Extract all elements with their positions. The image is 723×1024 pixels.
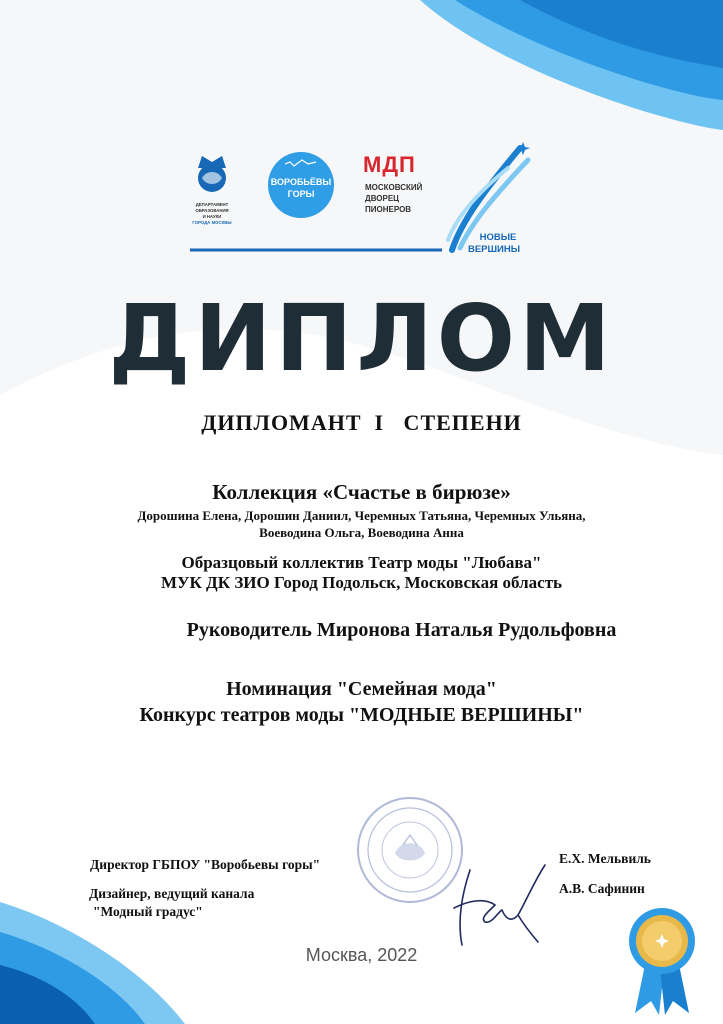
mdp-line-2: ДВОРЕЦ (365, 194, 400, 203)
education-department-logo (192, 156, 231, 225)
city-year: Москва, 2022 (305, 945, 418, 965)
novye-vershiny-logo (448, 142, 530, 255)
designer-role: Дизайнер, ведущий канала (89, 886, 255, 901)
vorobyovy-line-1: ВОРОБЬЁВЫ (270, 177, 332, 187)
novye-line-2: ВЕРШИНЫ (467, 244, 521, 255)
collection-title: Коллекция «Счастье в бирюзе» (212, 480, 511, 504)
partner-logos (190, 140, 540, 265)
director-name: Е.Х. Мельвиль (559, 851, 651, 866)
ensemble-name: Образцовый коллектив Театр моды "Любава" (181, 553, 542, 572)
ensemble-info (0, 553, 723, 593)
dept-line-3: И НАУКИ (202, 214, 222, 219)
ensemble-location: МУК ДК ЗИО Город Подольск, Московская область (160, 573, 563, 592)
nomination-info (0, 676, 723, 728)
degree-heading: ДИПЛОМАНТ I СТЕПЕНИ (201, 410, 522, 435)
mdp-logo (363, 152, 423, 214)
mdp-line-1: МОСКОВСКИЙ (365, 183, 423, 192)
mdp-line-3: ПИОНЕРОВ (365, 205, 412, 214)
mdp-mark: МДП (363, 152, 416, 177)
dept-line-4: ГОРОДА МОСКВЫ (192, 220, 232, 225)
members-list (0, 507, 723, 541)
contest-name: Конкурс театров моды "МОДНЫЕ ВЕРШИНЫ" (139, 704, 584, 726)
diploma-title: ДИПЛОМ (108, 285, 615, 392)
dept-line-2: ОБРАЗОВАНИЯ (195, 208, 229, 213)
vorobyovy-gory-logo (268, 152, 334, 218)
dept-line-1: ДЕПАРТАМЕНТ (195, 202, 229, 207)
designer-name: А.В. Сафинин (559, 881, 645, 896)
designer-channel: "Модный градус" (93, 904, 203, 919)
handwritten-signature (440, 860, 550, 950)
leader-line: Руководитель Миронова Наталья Рудольфовна (186, 619, 617, 641)
nomination-name: Номинация "Семейная мода" (226, 678, 497, 700)
members-line: Дорошина Елена, Дорошин Даниил, Черемных Татьяна, Черемных Ульяна, (137, 508, 586, 523)
novye-line-1: НОВЫЕ (479, 232, 517, 243)
medal-icon (625, 905, 700, 1015)
director-role: Директор ГБПОУ "Воробьевы горы" (90, 857, 321, 872)
vorobyovy-line-2: ГОРЫ (287, 189, 315, 199)
members-line: Воеводина Ольга, Воеводина Анна (259, 525, 464, 540)
